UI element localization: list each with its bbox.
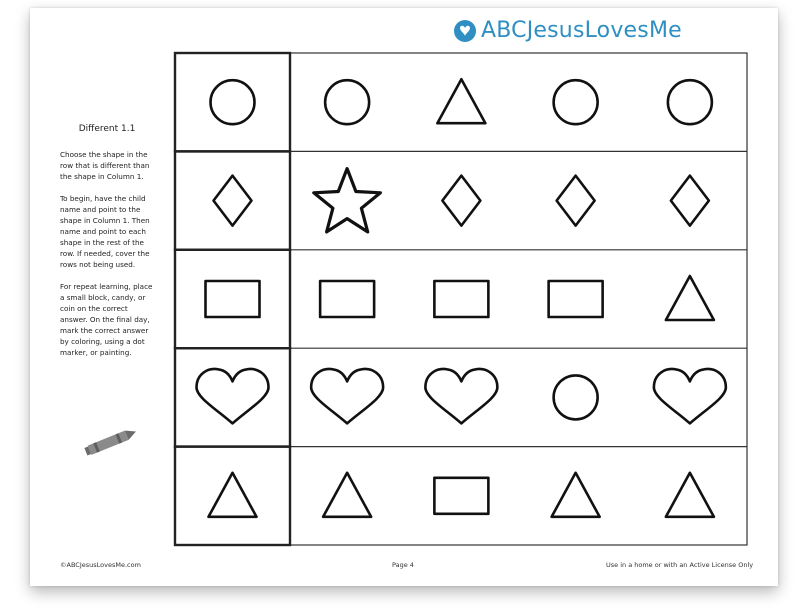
shape-triangle-r5-c4 <box>552 473 600 517</box>
shape-rectangle-r3-c3 <box>434 281 488 317</box>
shape-diamond-r2-c5 <box>671 176 709 226</box>
instructions-paragraph: Choose the shape in the row that is different than the shape in Column 1. <box>60 150 150 181</box>
shape-triangle-r5-c1 <box>209 473 257 517</box>
column-one-cell <box>175 250 290 348</box>
shape-circle-r1-c4 <box>554 80 598 124</box>
shape-heart-r4-c1 <box>197 369 269 423</box>
shape-circle-r1-c2 <box>325 80 369 124</box>
shape-triangle-r5-c2 <box>323 473 371 517</box>
shape-star-r2-c2 <box>314 169 381 232</box>
column-one-cell <box>175 151 290 249</box>
footer-copyright: ©ABCJesusLovesMe.com <box>60 561 141 569</box>
instructions-paragraph: To begin, have the child name and point to the shape in Column 1. Then name and point to each shape in the rest of the row. If needed, cover the rows not being used. <box>60 194 150 269</box>
shape-triangle-r5-c5 <box>666 473 714 517</box>
shape-triangle-r1-c3 <box>437 79 485 123</box>
shape-heart-r4-c3 <box>425 369 497 423</box>
column-one-cell <box>175 447 290 545</box>
shape-circle-r4-c4 <box>554 375 598 419</box>
shape-triangle-r3-c5 <box>666 276 714 320</box>
column-one-cell <box>175 348 290 446</box>
shape-diamond-r2-c3 <box>442 176 480 226</box>
footer-license: Use in a home or with an Active License Only <box>606 561 754 569</box>
column-one-cell <box>175 53 290 151</box>
instructions-title: Different 1.1 <box>78 124 136 134</box>
instructions-paragraph: For repeat learning, place a small block, candy, or coin on the correct answer. On the final day, mark the correct answer by coloring, using a dot marker, or painting. <box>60 282 153 357</box>
brand-name: ABCJesusLovesMe <box>481 18 682 43</box>
shape-diamond-r2-c4 <box>557 176 595 226</box>
footer-page-number: Page 4 <box>392 561 414 569</box>
shape-rectangle-r3-c2 <box>320 281 374 317</box>
shape-rectangle-r3-c4 <box>549 281 603 317</box>
shape-circle-r1-c5 <box>668 80 712 124</box>
shape-rectangle-r5-c3 <box>434 478 488 514</box>
shape-heart-r4-c5 <box>654 369 726 423</box>
shape-diamond-r2-c1 <box>214 176 252 226</box>
shape-circle-r1-c1 <box>211 80 255 124</box>
shape-rectangle-r3-c1 <box>206 281 260 317</box>
shape-heart-r4-c2 <box>311 369 383 423</box>
